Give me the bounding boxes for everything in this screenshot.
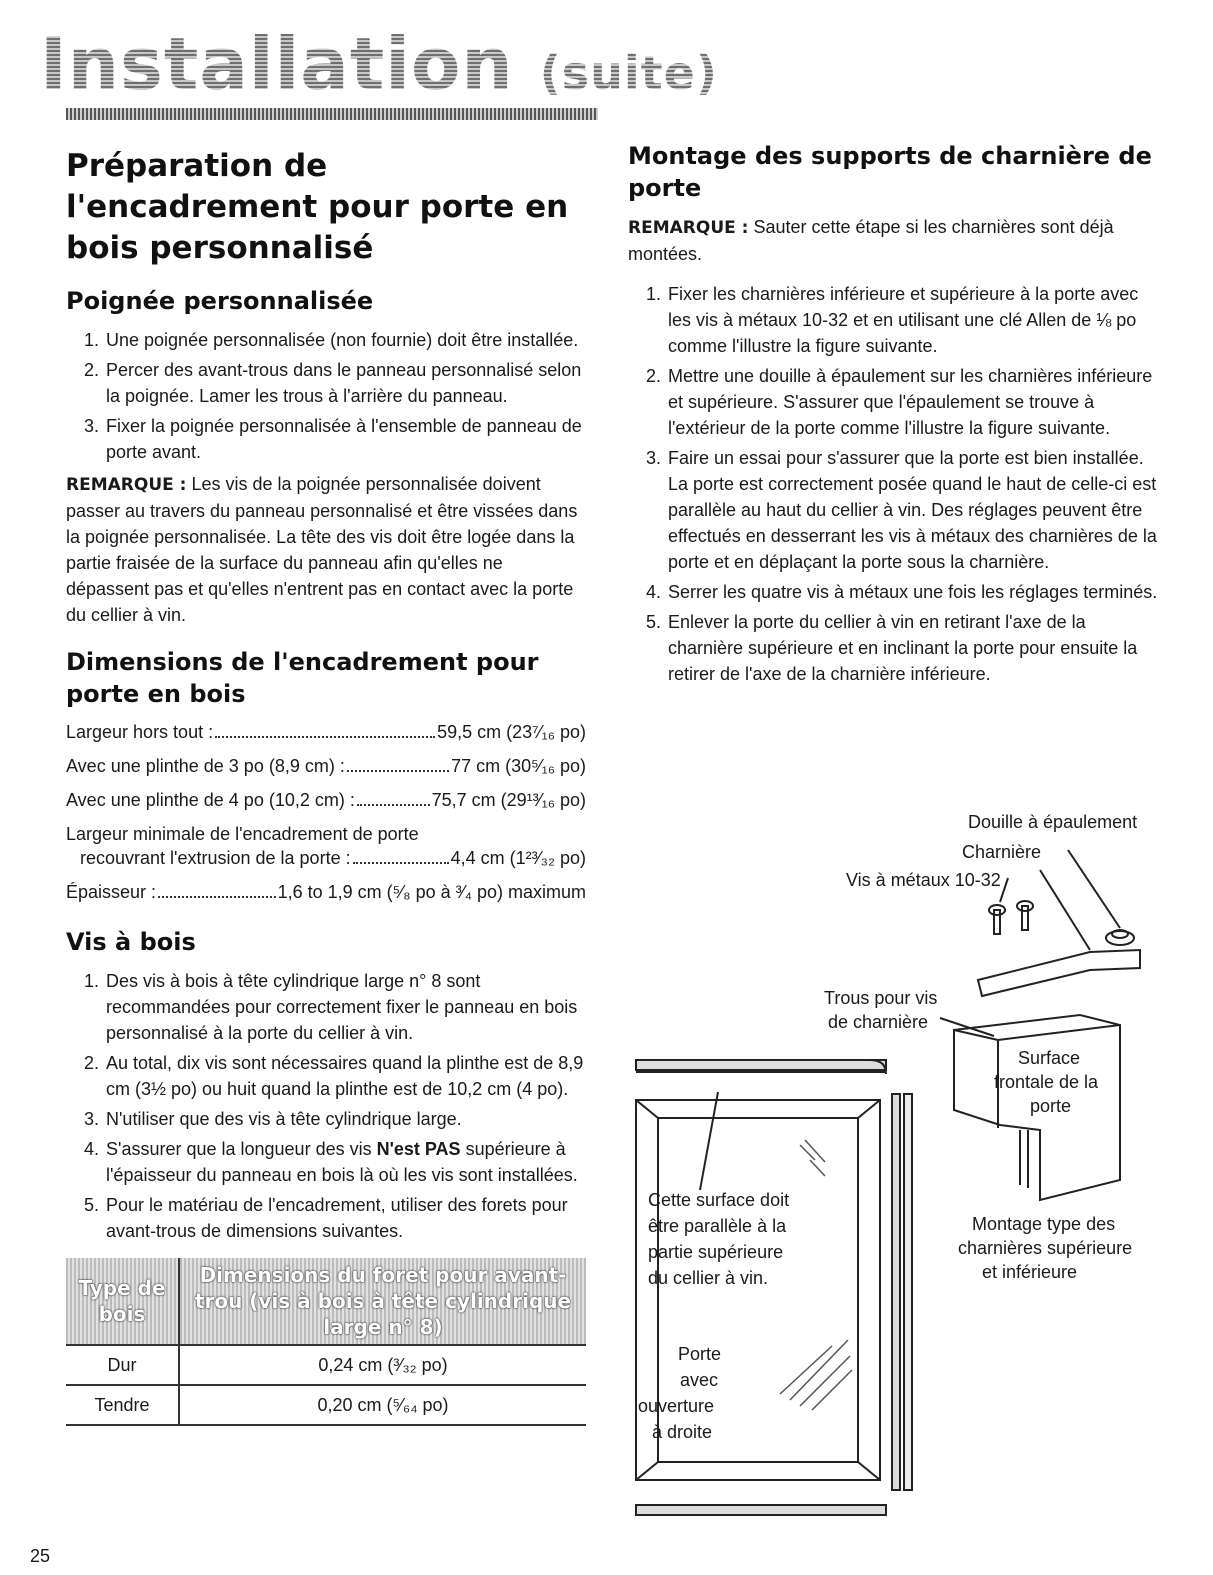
label-holes-2: de charnière <box>828 1012 929 1032</box>
list-item: 5. Pour le matériau de l'encadrement, utiliser des forets pour avant-trous de dimensions suivantes. <box>84 1195 568 1241</box>
label-mount-3: et inférieure <box>982 1262 1078 1282</box>
hinge-steps <box>628 281 1158 687</box>
label-bushing: Douille à épaulement <box>968 812 1138 832</box>
heading-custom-handle: Poignée personnalisée <box>66 287 374 315</box>
heading-wood-screws: Vis à bois <box>66 928 196 956</box>
label-parallel-4: du cellier à vin. <box>648 1268 769 1288</box>
label-parallel-1: Cette surface doit <box>648 1190 790 1210</box>
handle-note <box>66 471 586 628</box>
drill-size-table <box>66 1258 586 1426</box>
list-item: 3. N'utiliser que des vis à tête cylindrique large. <box>84 1109 462 1129</box>
title-main: Installation <box>40 22 514 106</box>
label-holes-1: Trous pour vis <box>824 988 938 1008</box>
list-item: 1. Des vis à bois à tête cylindrique large n° 8 sont recommandées pour correctement fixer le panneau en bois personnalisé à la porte du cellier à vin. <box>84 971 578 1043</box>
table-row: Tendre 0,20 cm (⁵⁄₆₄ po) <box>66 1385 586 1425</box>
list-item: 3. Fixer la poignée personnalisée à l'ensemble de panneau de porte avant. <box>84 416 582 462</box>
list-item: 3. Faire un essai pour s'assurer que la porte est bien installée. La porte est correctement posée quand le haut de celle-ci est parallèle au haut du cellier à vin. Des réglages peuvent être effectués en desserrant les vis à métaux des charnières de la porte et en déplaçant la porte sous la charnière. <box>646 448 1157 572</box>
hinge-mount-figure <box>620 810 1160 1530</box>
list-item: 2. Au total, dix vis sont nécessaires quand la plinthe est de 8,9 cm (3½ po) ou huit quand la plinthe est de 10,2 cm (4 po). <box>84 1053 584 1099</box>
list-item: 5. Enlever la porte du cellier à vin en retirant l'axe de la charnière supérieure et en inclinant la porte pour ensuite la retirer de l'axe de la charnière inférieure. <box>646 612 1138 684</box>
list-item: 1. Une poignée personnalisée (non fournie) doit être installée. <box>84 330 579 350</box>
label-door-2: avec <box>680 1370 719 1390</box>
section-title-hinge-mount: Montage des supports de charnière de porte <box>628 142 1152 202</box>
label-surface-3: porte <box>1030 1096 1072 1116</box>
hinge-note <box>628 214 1158 267</box>
list-item: 2. Mettre une douille à épaulement sur les charnières inférieure et supérieure. S'assurer que l'épaulement se trouve à l'extérieur de la porte comme l'illustre la figure suivante. <box>646 366 1153 438</box>
list-item: 2. Percer des avant-trous dans le panneau personnalisé selon la poignée. Lamer les trous à l'arrière du panneau. <box>84 360 582 406</box>
title-suffix: (suite) <box>539 46 718 100</box>
list-item: 4. Serrer les quatre vis à métaux une fois les réglages terminés. <box>646 582 1158 602</box>
label-parallel-2: être parallèle à la <box>648 1216 787 1236</box>
handle-steps <box>66 327 586 465</box>
screw-steps <box>66 968 586 1244</box>
table-header-wood-type: Type de bois <box>66 1258 179 1345</box>
label-mount-1: Montage type des <box>972 1214 1116 1234</box>
title-rule <box>66 108 598 120</box>
dim-row-plinth-4in: Avec une plinthe de 4 po (10,2 cm) : 75,7 cm (29¹³⁄₁₆ po) <box>66 790 586 810</box>
page-number: 25 <box>30 1546 51 1566</box>
dim-row-plinth-3in: Avec une plinthe de 3 po (8,9 cm) : 77 cm (30⁵⁄₁₆ po) <box>66 756 586 776</box>
label-surface-2: frontale de la <box>994 1072 1099 1092</box>
label-surface-1: Surface <box>1018 1048 1081 1068</box>
label-hinge: Charnière <box>962 842 1042 862</box>
label-mount-2: charnières supérieure <box>958 1238 1133 1258</box>
heading-frame-dimensions: Dimensions de l'encadrement pour porte en bois <box>66 648 539 708</box>
table-header-drill-size: Dimensions du foret pour avant-trou (vis à bois à tête cylindrique large n° 8) <box>179 1258 586 1345</box>
section-title-frame-prep: Préparation de l'encadrement pour porte en bois personnalisé <box>66 148 569 266</box>
label-screws: Vis à métaux 10-32 <box>846 870 1001 890</box>
list-item: 1. Fixer les charnières inférieure et supérieure à la porte avec les vis à métaux 10-32 et en utilisant une clé Allen de ⅛ po comme l'illustre la figure suivante. <box>646 284 1139 356</box>
list-item: 4. S'assurer que la longueur des vis N'est PAS supérieure à l'épaisseur du panneau en bois là où les vis sont installées. <box>84 1139 578 1185</box>
right-column <box>628 140 1158 693</box>
dim-min-width: Largeur minimale de l'encadrement de porte recouvrant l'extrusion de la porte : 4,4 cm (1²³⁄₃₂ po) <box>66 824 586 868</box>
label-door-1: Porte <box>678 1344 722 1364</box>
note-text: Les vis de la poignée personnalisée doivent passer au travers du panneau personnalisé et être vissées dans la poignée personnalisée. La tête des vis doit être logée dans la partie fraisée de la surface du panneau afin qu'elles ne dépassent pas et qu'elles n'entrent pas en contact avec la porte du cellier à vin. <box>66 474 578 625</box>
note-text: Sauter cette étape si les charnières sont déjà montées. <box>628 217 1114 264</box>
table-row: Dur 0,24 cm (³⁄₃₂ po) <box>66 1345 586 1385</box>
dim-row-overall-width: Largeur hors tout : 59,5 cm (23⁷⁄₁₆ po) <box>66 722 586 742</box>
note-label: REMARQUE : <box>628 218 749 238</box>
label-door-4: à droite <box>652 1422 713 1442</box>
label-parallel-3: partie supérieure <box>648 1242 784 1262</box>
dim-row-thickness: Épaisseur : 1,6 to 1,9 cm (⁵⁄₈ po à ³⁄₄ po) maximum <box>66 882 586 902</box>
note-label: REMARQUE : <box>66 475 187 495</box>
page-title <box>40 22 718 106</box>
label-door-3: ouverture <box>638 1396 715 1416</box>
left-column <box>66 140 586 1426</box>
